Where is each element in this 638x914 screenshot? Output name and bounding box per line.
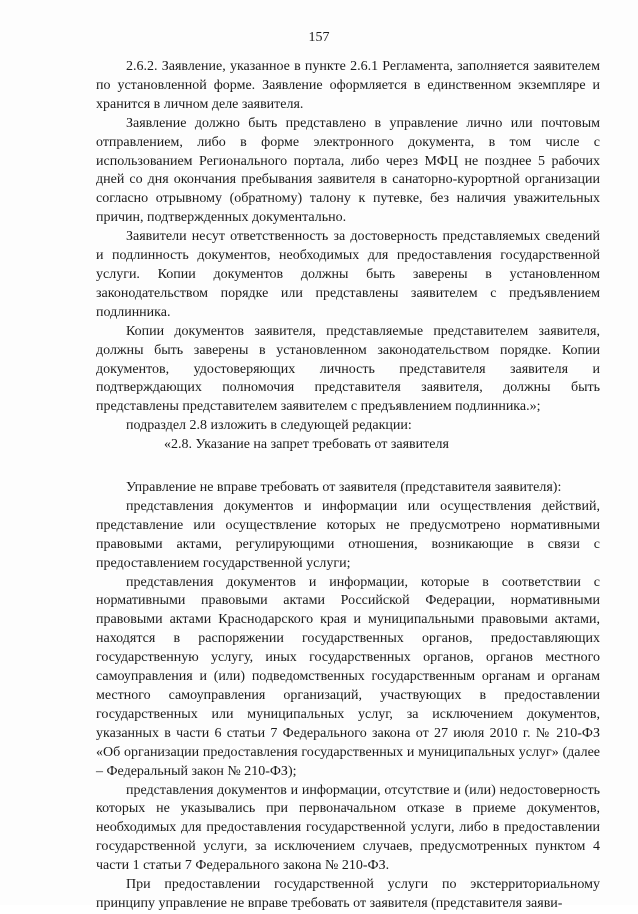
paragraph: При предоставлении государственной услуги по экстерриториальному принципу управление не вправе требовать от заявителя (представителя заяви- bbox=[96, 877, 600, 911]
paragraph: Заявители несут ответственность за достоверность представляемых сведений и подлинность документов, необходимых для предоставления государственной услуги. Копии документов должны быть заверены в установленном законодательством порядке или представлены заявителем с предъявлением подлинника. bbox=[96, 229, 600, 320]
paragraph: Заявление должно быть представлено в управление лично или почтовым отправлением, либо в форме электронного документа, в том числе с использованием Регионального портала, либо через МФЦ не позднее 5 рабочих дней со дня окончания пребывания заявителя в санаторно-курортной организации согласно отрывному (обратному) талону к путевке, без наличия уважительных причин, подтвержденных документально. bbox=[96, 115, 600, 226]
document-body bbox=[96, 58, 600, 914]
blank-line bbox=[96, 455, 600, 479]
paragraph: подраздел 2.8 изложить в следующей редакции: bbox=[126, 418, 412, 434]
paragraph: Копии документов заявителя, представляемые представителем заявителя, должны быть заверены в установленном законодательством порядке. Копии документов, удостоверяющих личность представителя заявителя и подтверждающих полномочия представителя заявителя, должны быть представлены представителем заявителем с предъявлением подлинника.»; bbox=[96, 323, 600, 415]
page-number: 157 bbox=[308, 30, 330, 45]
paragraph: представления документов и информации или осуществления действий, представление или осуществление которых не предусмотрено нормативными правовыми актами, регулирующими отношения, возникающие в связи с предоставлением государственной услуги; bbox=[96, 498, 600, 571]
section-heading: «2.8. Указание на запрет требовать от заявителя bbox=[164, 437, 449, 453]
paragraph: Управление не вправе требовать от заявителя (представителя заявителя): bbox=[126, 480, 562, 496]
paragraph: представления документов и информации, отсутствие и (или) недостоверность которых не указывались при первоначальном отказе в приеме документов, необходимых для предоставления государственной услуги, либо в предоставлении государственной услуги, за исключением случаев, предусмотренных пунктом 4 части 1 статьи 7 Федерального закона № 210-ФЗ. bbox=[96, 782, 600, 874]
paragraph: представления документов и информации, которые в соответствии с нормативными правовыми актами Российской Федерации, нормативными правовыми актами Краснодарского края и муниципальными правовыми актами, находятся в распоряжении государственных органов, предоставляющих государственную услугу, иных государственных органов, органов местного самоуправления и (или) подведомственных государственным органам и органам местного самоуправления организаций, участвующих в предоставлении государственных или муниципальных услуг, за исключением документов, указанных в части 6 статьи 7 Федерального закона от 27 июля 2010 г. № 210-ФЗ «Об организации предоставления государственных и муниципальных услуг» (далее – Федеральный закон № 210-ФЗ); bbox=[96, 574, 600, 779]
paragraph: 2.6.2. Заявление, указанное в пункте 2.6.1 Регламента, заполняется заявителем по установленной форме. Заявление оформляется в единственном экземпляре и хранится в личном деле заявителя. bbox=[96, 59, 600, 112]
